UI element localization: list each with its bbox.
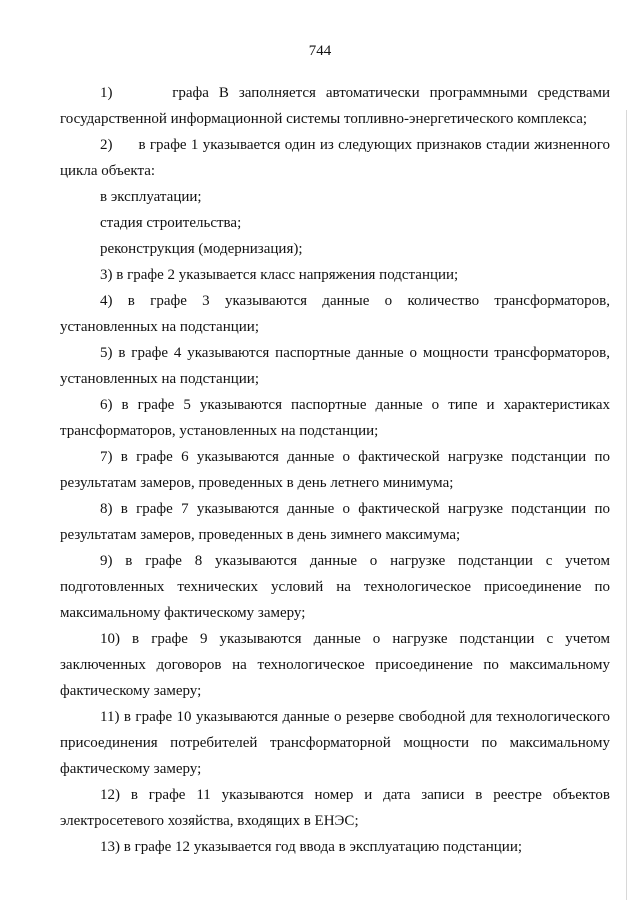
paragraph-4: 4) в графе 3 указываются данные о количество трансформаторов, установленных на подстанции; — [60, 293, 610, 335]
paragraph-12: 12) в графе 11 указываются номер и дата записи в реестре объектов электросетевого хозяйства, входящих в ЕНЭС; — [60, 787, 610, 829]
document-body — [60, 80, 610, 860]
paragraph-3: 3) в графе 2 указывается класс напряжения подстанции; — [100, 267, 459, 283]
paragraph-6: 6) в графе 5 указываются паспортные данные о типе и характеристиках трансформаторов, установленных на подстанции; — [60, 397, 610, 439]
list-item-construction: стадия строительства; — [100, 215, 242, 231]
paragraph-7: 7) в графе 6 указываются данные о фактической нагрузке подстанции по результатам замеров, проведенных в день летнего минимума; — [60, 449, 610, 491]
paragraph-10: 10) в графе 9 указываются данные о нагрузке подстанции с учетом заключенных договоров на технологическое присоединение по максимальному фактическому замеру; — [60, 631, 610, 699]
paragraph-2: 2) в графе 1 указывается один из следующих признаков стадии жизненного цикла объекта: — [60, 137, 610, 179]
page-number: 744 — [308, 43, 332, 59]
paragraph-5: 5) в графе 4 указываются паспортные данные о мощности трансформаторов, установленных на подстанции; — [60, 345, 610, 387]
paragraph-13: 13) в графе 12 указывается год ввода в эксплуатацию подстанции; — [100, 839, 523, 855]
list-item-in-operation: в эксплуатации; — [100, 189, 202, 205]
paragraph-9: 9) в графе 8 указываются данные о нагрузке подстанции с учетом подготовленных технических условий на технологическое присоединение по максимальному фактическому замеру; — [60, 553, 610, 621]
list-item-reconstruction: реконструкция (модернизация); — [100, 241, 303, 257]
paragraph-1: 1) графа В заполняется автоматически программными средствами государственной информационной системы топливно-энергетического комплекса; — [60, 85, 610, 127]
scan-edge-line — [626, 110, 627, 900]
paragraph-8: 8) в графе 7 указываются данные о фактической нагрузке подстанции по результатам замеров, проведенных в день зимнего максимума; — [60, 501, 610, 543]
paragraph-11: 11) в графе 10 указываются данные о резерве свободной для технологического присоединения потребителей трансформаторной мощности по максимальному фактическому замеру; — [60, 709, 610, 777]
